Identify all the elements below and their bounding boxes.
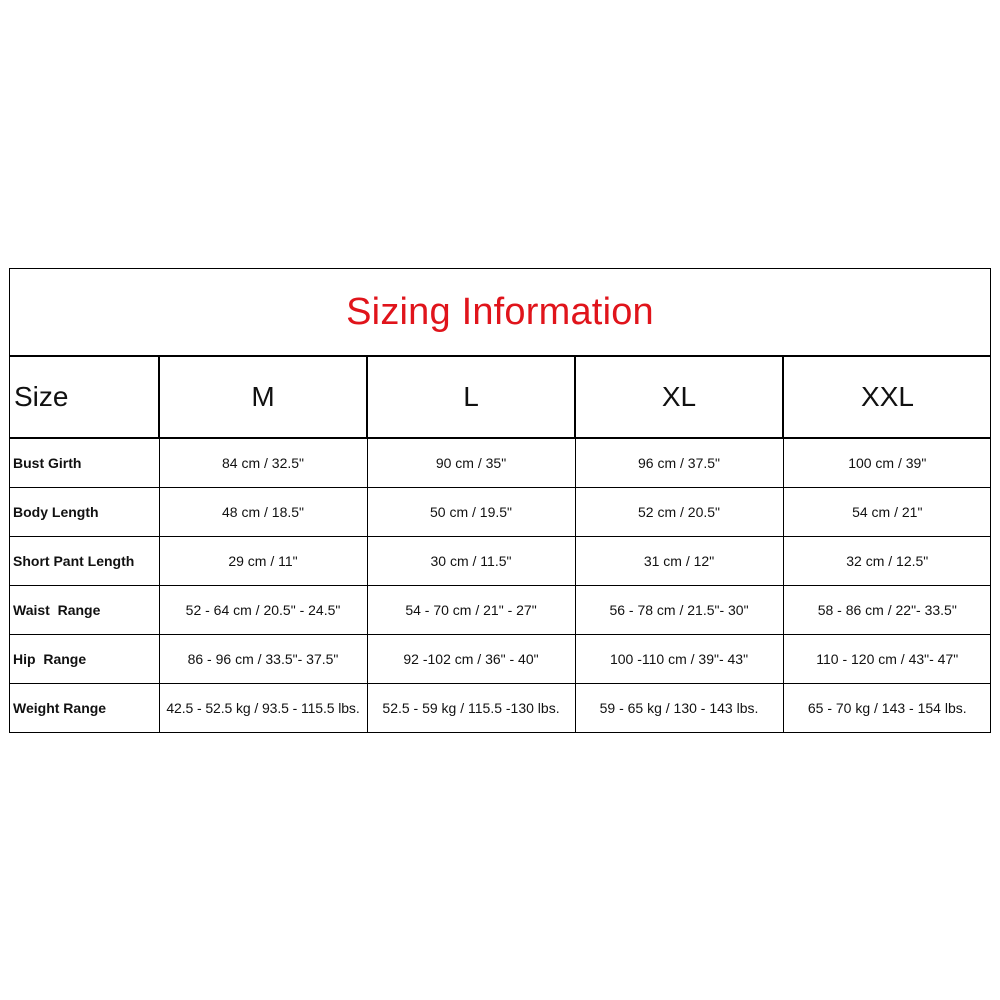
table-cell: 54 - 70 cm / 21" - 27" — [367, 585, 575, 634]
size-table — [10, 357, 991, 732]
chart-title: Sizing Information — [346, 290, 654, 333]
table-cell: 110 - 120 cm / 43"- 47" — [783, 634, 991, 683]
table-cell: 52 - 64 cm / 20.5" - 24.5" — [159, 585, 367, 634]
table-row-bust-girth — [10, 438, 991, 487]
size-header-row — [10, 357, 991, 438]
table-cell: 54 cm / 21" — [783, 487, 991, 536]
table-cell: 32 cm / 12.5" — [783, 536, 991, 585]
table-row-hip-range — [10, 634, 991, 683]
table-cell: 100 -110 cm / 39"- 43" — [575, 634, 783, 683]
table-cell: 92 -102 cm / 36" - 40" — [367, 634, 575, 683]
table-row-short-pant-length — [10, 536, 991, 585]
table-row-body-length — [10, 487, 991, 536]
table-cell: 90 cm / 35" — [367, 438, 575, 487]
table-cell: 52.5 - 59 kg / 115.5 -130 lbs. — [367, 683, 575, 732]
size-m-header: M — [159, 357, 367, 438]
table-cell: 100 cm / 39" — [783, 438, 991, 487]
table-row-waist-range — [10, 585, 991, 634]
table-cell: 65 - 70 kg / 143 - 154 lbs. — [783, 683, 991, 732]
row-label: Body Length — [10, 487, 159, 536]
title-bar — [10, 269, 990, 357]
table-cell: 56 - 78 cm / 21.5"- 30" — [575, 585, 783, 634]
table-cell: 30 cm / 11.5" — [367, 536, 575, 585]
size-xl-header: XL — [575, 357, 783, 438]
table-cell: 31 cm / 12" — [575, 536, 783, 585]
row-label: Hip Range — [10, 634, 159, 683]
row-label: Bust Girth — [10, 438, 159, 487]
table-cell: 96 cm / 37.5" — [575, 438, 783, 487]
sizing-chart — [9, 268, 991, 733]
table-cell: 86 - 96 cm / 33.5"- 37.5" — [159, 634, 367, 683]
table-cell: 29 cm / 11" — [159, 536, 367, 585]
table-row-weight-range — [10, 683, 991, 732]
table-cell: 84 cm / 32.5" — [159, 438, 367, 487]
table-cell: 59 - 65 kg / 130 - 143 lbs. — [575, 683, 783, 732]
table-cell: 52 cm / 20.5" — [575, 487, 783, 536]
table-cell: 58 - 86 cm / 22"- 33.5" — [783, 585, 991, 634]
row-label: Short Pant Length — [10, 536, 159, 585]
size-xxl-header: XXL — [783, 357, 991, 438]
table-cell: 42.5 - 52.5 kg / 93.5 - 115.5 lbs. — [159, 683, 367, 732]
size-l-header: L — [367, 357, 575, 438]
size-column-label: Size — [10, 357, 159, 438]
row-label: Waist Range — [10, 585, 159, 634]
table-cell: 50 cm / 19.5" — [367, 487, 575, 536]
row-label: Weight Range — [10, 683, 159, 732]
table-cell: 48 cm / 18.5" — [159, 487, 367, 536]
